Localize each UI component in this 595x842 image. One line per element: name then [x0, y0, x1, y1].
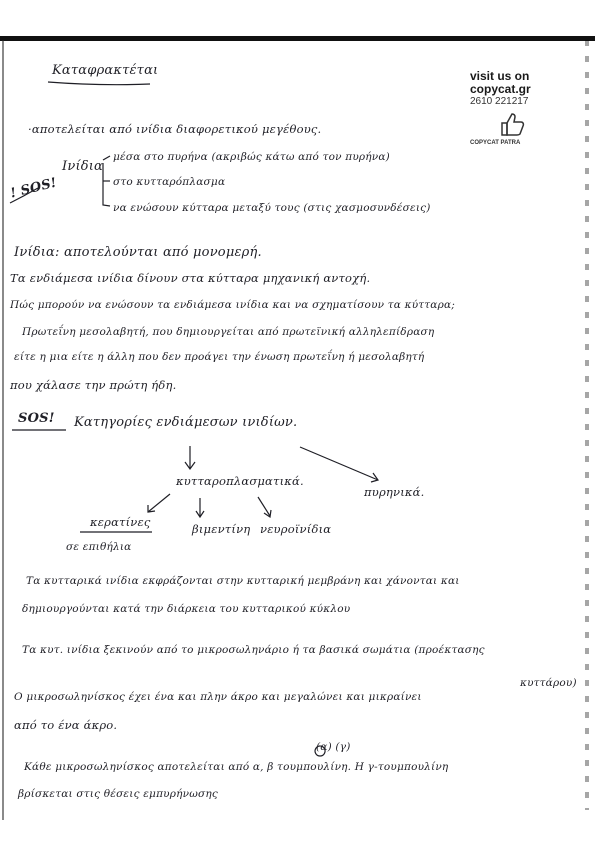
para5-line-2: βρίσκεται στις θέσεις εμπυρήνωσης	[18, 788, 218, 800]
para2-line-2: δημιουργούνται κατά την διάρκεια του κυτταρικού κύκλου	[22, 603, 351, 615]
branch-2: στο κυτταρόπλασμα	[113, 176, 226, 188]
sos-underline	[10, 188, 38, 203]
para3-line-1: Τα κυτ. ινίδια ξεκινούν από το μικροσωληνάριο ή τα βασικά σωμάτια (προέκτασης	[22, 644, 485, 656]
bracket-branch-2	[103, 163, 110, 206]
paragraph-line-1: Ινίδια: αποτελούνται από μονομερή.	[14, 245, 262, 260]
para4-line-1: Ο μικροσωληνίσκος έχει ένα και πλην άκρο και μεγαλώνει και μικραίνει	[14, 691, 422, 703]
para5-line-1: Κάθε μικροσωληνίσκος αποτελείται από α, β τουμπουλίνη. Η γ-τουμπουλίνη	[24, 761, 449, 773]
branch-3: να ενώσουν κύτταρα μεταξύ τους (στις χασμοσυνδέσεις)	[113, 202, 431, 214]
para5-superscript: (α) (γ)	[316, 741, 351, 753]
diagram-keratins-sub: σε επιθήλια	[66, 541, 132, 553]
para5-circle	[315, 746, 325, 756]
notes-title: Καταφρακτέται	[52, 63, 159, 78]
bracket-branch-1	[103, 156, 110, 160]
branch-1: μέσα στο πυρήνα (ακριβώς κάτω από τον πυρήνα)	[113, 151, 390, 163]
diagram-cytoplasmic: κυτταροπλασματικά.	[176, 474, 304, 488]
arrow-right-diagonal	[300, 447, 378, 480]
intro-line: ·αποτελείται από ινίδια διαφορετικού μεγέθους.	[28, 122, 322, 136]
diagram-keratins: κερατίνες	[90, 515, 151, 529]
paragraph-line-4: Πρωτεΐνη μεσολαβητή, που δημιουργείται από πρωτεϊνική αλληλεπίδραση	[22, 326, 435, 338]
advert-line2: copycat.gr	[470, 82, 531, 96]
advert-brand: COPYCAT PATRA	[470, 140, 521, 146]
title-underline	[48, 82, 150, 85]
paragraph-line-6: που χάλασε την πρώτη ήδη.	[10, 378, 177, 392]
paragraph-line-3: Πώς μπορούν να ενώσουν τα ενδιάμεσα ινίδια και να σχηματίσουν τα κύτταρα;	[10, 299, 455, 311]
sos-mark: ! SOS!	[8, 175, 59, 202]
para2-line-1: Τα κυτταρικά ινίδια εκφράζονται στην κυτταρική μεμβράνη και χάνονται και	[26, 575, 460, 587]
diagram-vimentin: βιμεντίνη	[192, 522, 251, 536]
diagram-neurofilaments: νευροϊνίδια	[260, 522, 332, 536]
advert-line1: visit us on	[470, 69, 530, 83]
para4-line-2: από το ένα άκρο.	[14, 718, 118, 732]
categories-heading: Κατηγορίες ενδιάμεσων ινιδίων.	[74, 415, 298, 430]
diagram-nuclear: πυρηνικά.	[364, 485, 425, 499]
paragraph-line-5: είτε η μια είτε η άλλη που δεν προάγει την ένωση πρωτεΐνη ή μεσολαβητή	[14, 351, 425, 363]
arrow-left-diagonal	[148, 494, 170, 512]
sos-heading: SOS!	[18, 411, 55, 426]
advert-phone: 2610 221217	[470, 96, 529, 107]
para3-line-2: κυττάρου)	[520, 677, 577, 689]
inidia-label: Ινίδια	[62, 159, 104, 174]
paragraph-line-2: Τα ενδιάμεσα ινίδια δίνουν στα κύτταρα μηχανική αντοχή.	[10, 271, 371, 285]
